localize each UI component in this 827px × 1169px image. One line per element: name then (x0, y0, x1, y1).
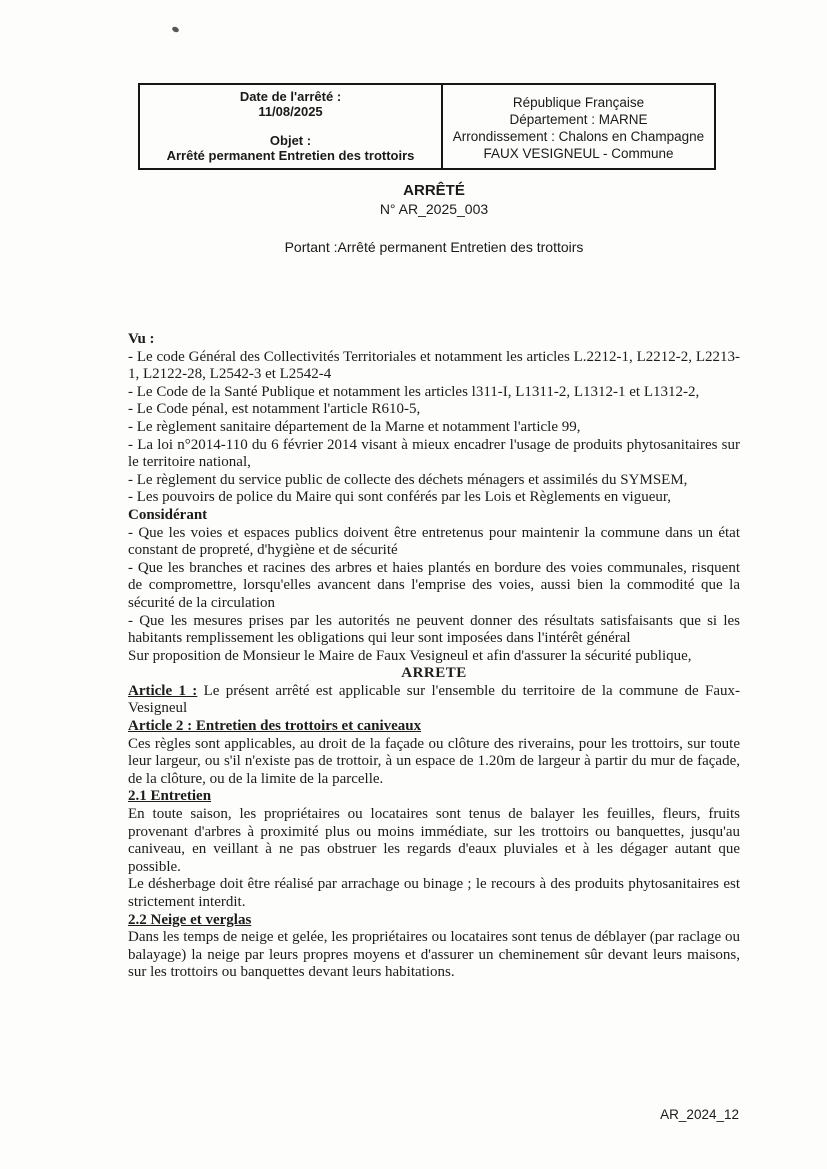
commune-line: FAUX VESIGNEUL - Commune (483, 146, 674, 161)
vu-label: Vu : (128, 331, 155, 347)
article-2-text: Ces règles sont applicables, au droit de la façade ou clôture des riverains, pour les trottoirs, sur toute leur largeur, ou s'il n'existe pas de trottoir, à un espace de 1.20m de largeur à partir du mur de façade, de la clôture, ou de la limite de la parcelle. (128, 735, 740, 787)
header-cell-right (443, 85, 714, 168)
considerant-item: - Que les voies et espaces publics doivent être entretenus pour maintenir la commune dans un état constant de propreté, d'hygiène et de sécurité (128, 524, 740, 559)
document-body (128, 331, 740, 982)
document-title: ARRÊTÉ (403, 182, 465, 199)
section-2-2-paragraph: Dans les temps de neige et gelée, les propriétaires ou locataires sont tenus de déblayer (par raclage ou balayage) la neige par leurs propres moyens et d'assurer un cheminement sûr devant leurs maisons, sur les trottoirs ou banquettes devant leurs habitations. (128, 929, 740, 981)
vu-item: - La loi n°2014-110 du 6 février 2014 visant à mieux encadrer l'usage de produits phytosanitaires sur le territoire national, (128, 436, 740, 471)
considerant-item: - Que les mesures prises par les autorités ne peuvent donner des résultats satisfaisants que si les habitants remplissement les obligations qui leur sont imposées dans l'intérêt général (128, 612, 740, 647)
department-line: Département : MARNE (509, 112, 648, 127)
scan-artifact (171, 26, 179, 33)
republic-line: République Française (512, 95, 645, 110)
section-2-1-heading: 2.1 Entretien (128, 788, 212, 805)
title-block (128, 181, 740, 255)
date-label: Date de l'arrêté : (239, 89, 342, 104)
article-1-text: Le présent arrêté est applicable sur l'ensemble du territoire de la commune de Faux-Vesigneul (128, 682, 740, 717)
vu-item: - Les pouvoirs de police du Maire qui sont conférés par les Lois et Règlements en vigueur, (128, 489, 672, 506)
considerant-label: Considérant (128, 506, 208, 523)
section-2-2-heading: 2.2 Neige et verglas (128, 911, 252, 928)
object-label: Objet : (269, 133, 312, 148)
considerant-item: - Que les branches et racines des arbres et haies plantés en bordure des voies communales, risquent de compromettre, lorsqu'elles avancent dans l'emprise des voies, aussi bien la commodité que la sécurité de la circulation (128, 559, 740, 611)
vu-item: - Le Code pénal, est notamment l'article R610-5, (128, 401, 421, 418)
vu-item: - Le règlement sanitaire département de la Marne et notamment l'article 99, (128, 418, 581, 435)
header-cell-left (140, 85, 443, 168)
document-subject: Portant :Arrêté permanent Entretien des trottoirs (284, 239, 584, 255)
footer-reference: AR_2024_12 (660, 1107, 739, 1122)
object-value: Arrêté permanent Entretien des trottoirs (166, 148, 415, 163)
vu-item: - Le règlement du service public de collecte des déchets ménagers et assimilés du SYMSEM, (128, 471, 688, 488)
article-1-paragraph (128, 683, 740, 718)
arrondissement-line: Arrondissement : Chalons en Champagne (452, 129, 705, 144)
vu-item: - Le Code de la Santé Publique et notamment les articles l311-I, L1311-2, L1312-1 et L1312-2, (128, 383, 700, 400)
header-table (138, 83, 716, 170)
article-2-heading: Article 2 : Entretien des trottoirs et caniveaux (128, 718, 422, 735)
arrete-heading: ARRETE (401, 665, 467, 682)
date-value: 11/08/2025 (258, 104, 323, 119)
document-number: N° AR_2025_003 (379, 201, 489, 217)
vu-item: - Le code Général des Collectivités Territoriales et notamment les articles L.2212-1, L2212-2, L2213-1, L2122-28, L2542-3 et L2542-4 (128, 348, 740, 383)
section-2-1-paragraph: Le désherbage doit être réalisé par arrachage ou binage ; le recours à des produits phytosanitaires est strictement interdit. (128, 876, 740, 910)
section-2-1-paragraph: En toute saison, les propriétaires ou locataires sont tenus de balayer les feuilles, fleurs, fruits provenant d'arbres à proximité plus ou moins immédiate, sur les trottoirs ou banquettes, jusqu'au caniveau, en veillant à ne pas obstruer les regards d'eaux pluviales et à les dégager autant que possible. (128, 806, 740, 875)
proposition-paragraph: Sur proposition de Monsieur le Maire de Faux Vesigneul et afin d'assurer la sécurité publique, (128, 647, 692, 664)
article-1-label: Article 1 : (128, 682, 198, 699)
header-spacer (145, 119, 436, 133)
